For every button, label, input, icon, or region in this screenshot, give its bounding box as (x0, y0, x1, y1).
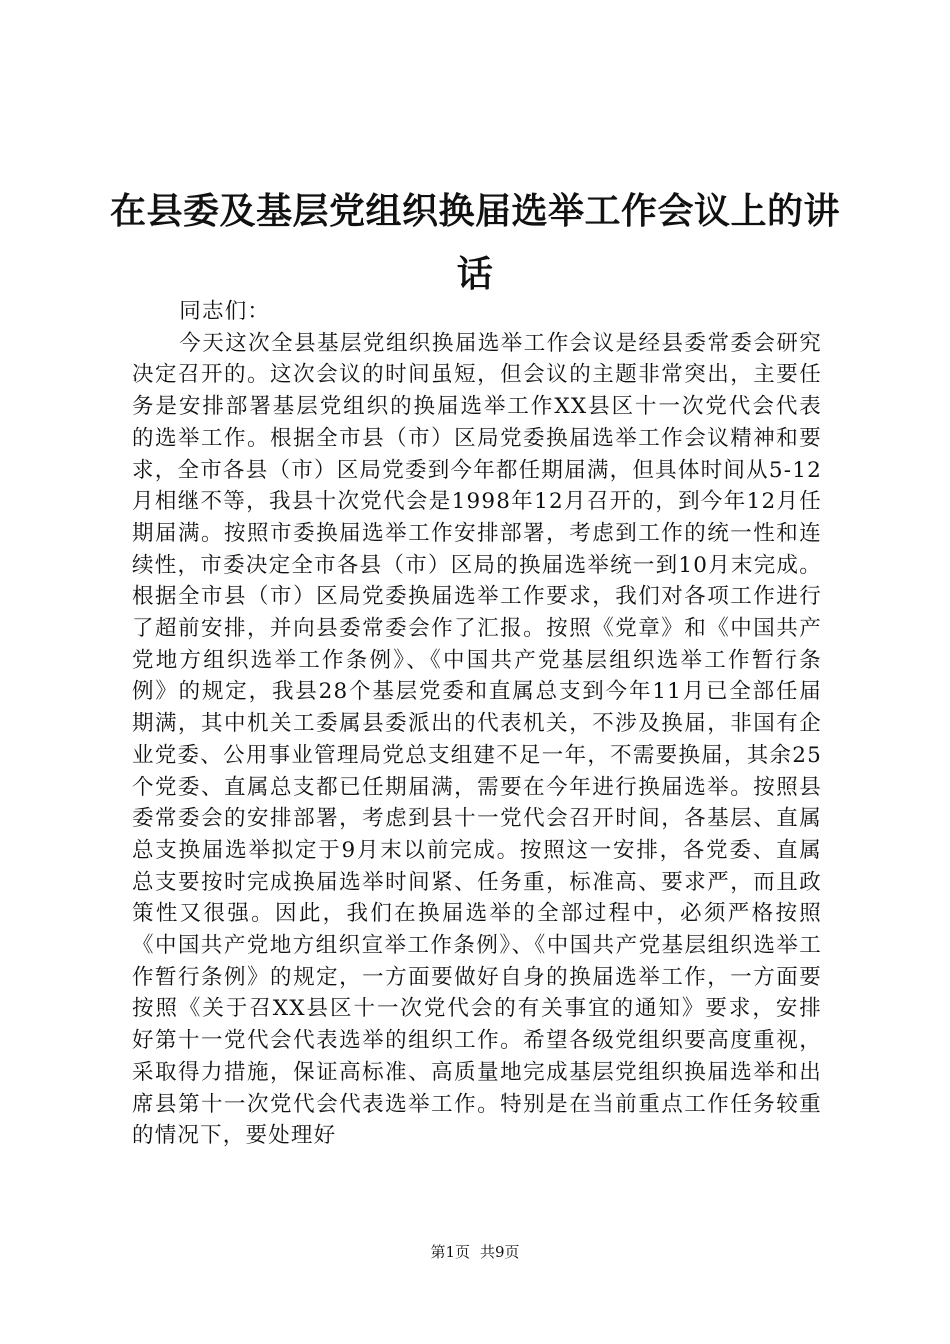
page-total: 共9页 (480, 1243, 520, 1261)
salutation: 同志们： (179, 299, 271, 324)
document-body (132, 296, 822, 1152)
document-title: 在县委及基层党组织换届选举工作会议上的讲话 (109, 190, 840, 295)
page-number: 第1页 (430, 1243, 470, 1261)
page-footer (0, 1242, 950, 1262)
body-paragraph: 今天这次全县基层党组织换届选举工作会议是经县委常委会研究决定召开的。这次会议的时间虽短，但会议的主题非常突出，主要任务是安排部署基层党组织的换届选举工作XX县区十一次党代会代表的选举工作。根据全市县（市）区局党委换届选举工作会议精神和要求，全市各县（市）区局党委到今年都任期届满，但具体时间从5-12月相继不等，我县十次党代会是1998年12月召开的，到今年12月任期届满。按照市委换届选举工作安排部署，考虑到工作的统一性和连续性，市委决定全市各县（市）区局的换届选举统一到10月末完成。根据全市县（市）区局党委换届选举工作要求，我们对各项工作进行了超前安排，并向县委常委会作了汇报。按照《党章》和《中国共产党地方组织选举工作条例》、《中国共产党基层组织选举工作暂行条例》的规定，我县28个基层党委和直属总支到今年11月已全部任届期满，其中机关工委属县委派出的代表机关，不涉及换届，非国有企业党委、公用事业管理局党总支组建不足一年，不需要换届，其余25个党委、直属总支都已任期届满，需要在今年进行换届选举。按照县委常委会的安排部署，考虑到县十一党代会召开时间，各基层、直属总支换届选举拟定于9月末以前完成。按照这一安排，各党委、直属总支要按时完成换届选举时间紧、任务重，标准高、要求严，而且政策性又很强。因此，我们在换届选举的全部过程中，必须严格按照《中国共产党地方组织宣举工作条例》、《中国共产党基层组织选举工作暂行条例》的规定，一方面要做好自身的换届选举工作，一方面要按照《关于召XX县区十一次党代会的有关事宜的通知》要求，安排好第十一党代会代表选举的组织工作。希望各级党组织要高度重视，采取得力措施，保证高标准、高质量地完成基层党组织换届选举和出席县第十一次党代会代表选举工作。特别是在当前重点工作任务较重的情况下，要处理好 (132, 330, 822, 1149)
